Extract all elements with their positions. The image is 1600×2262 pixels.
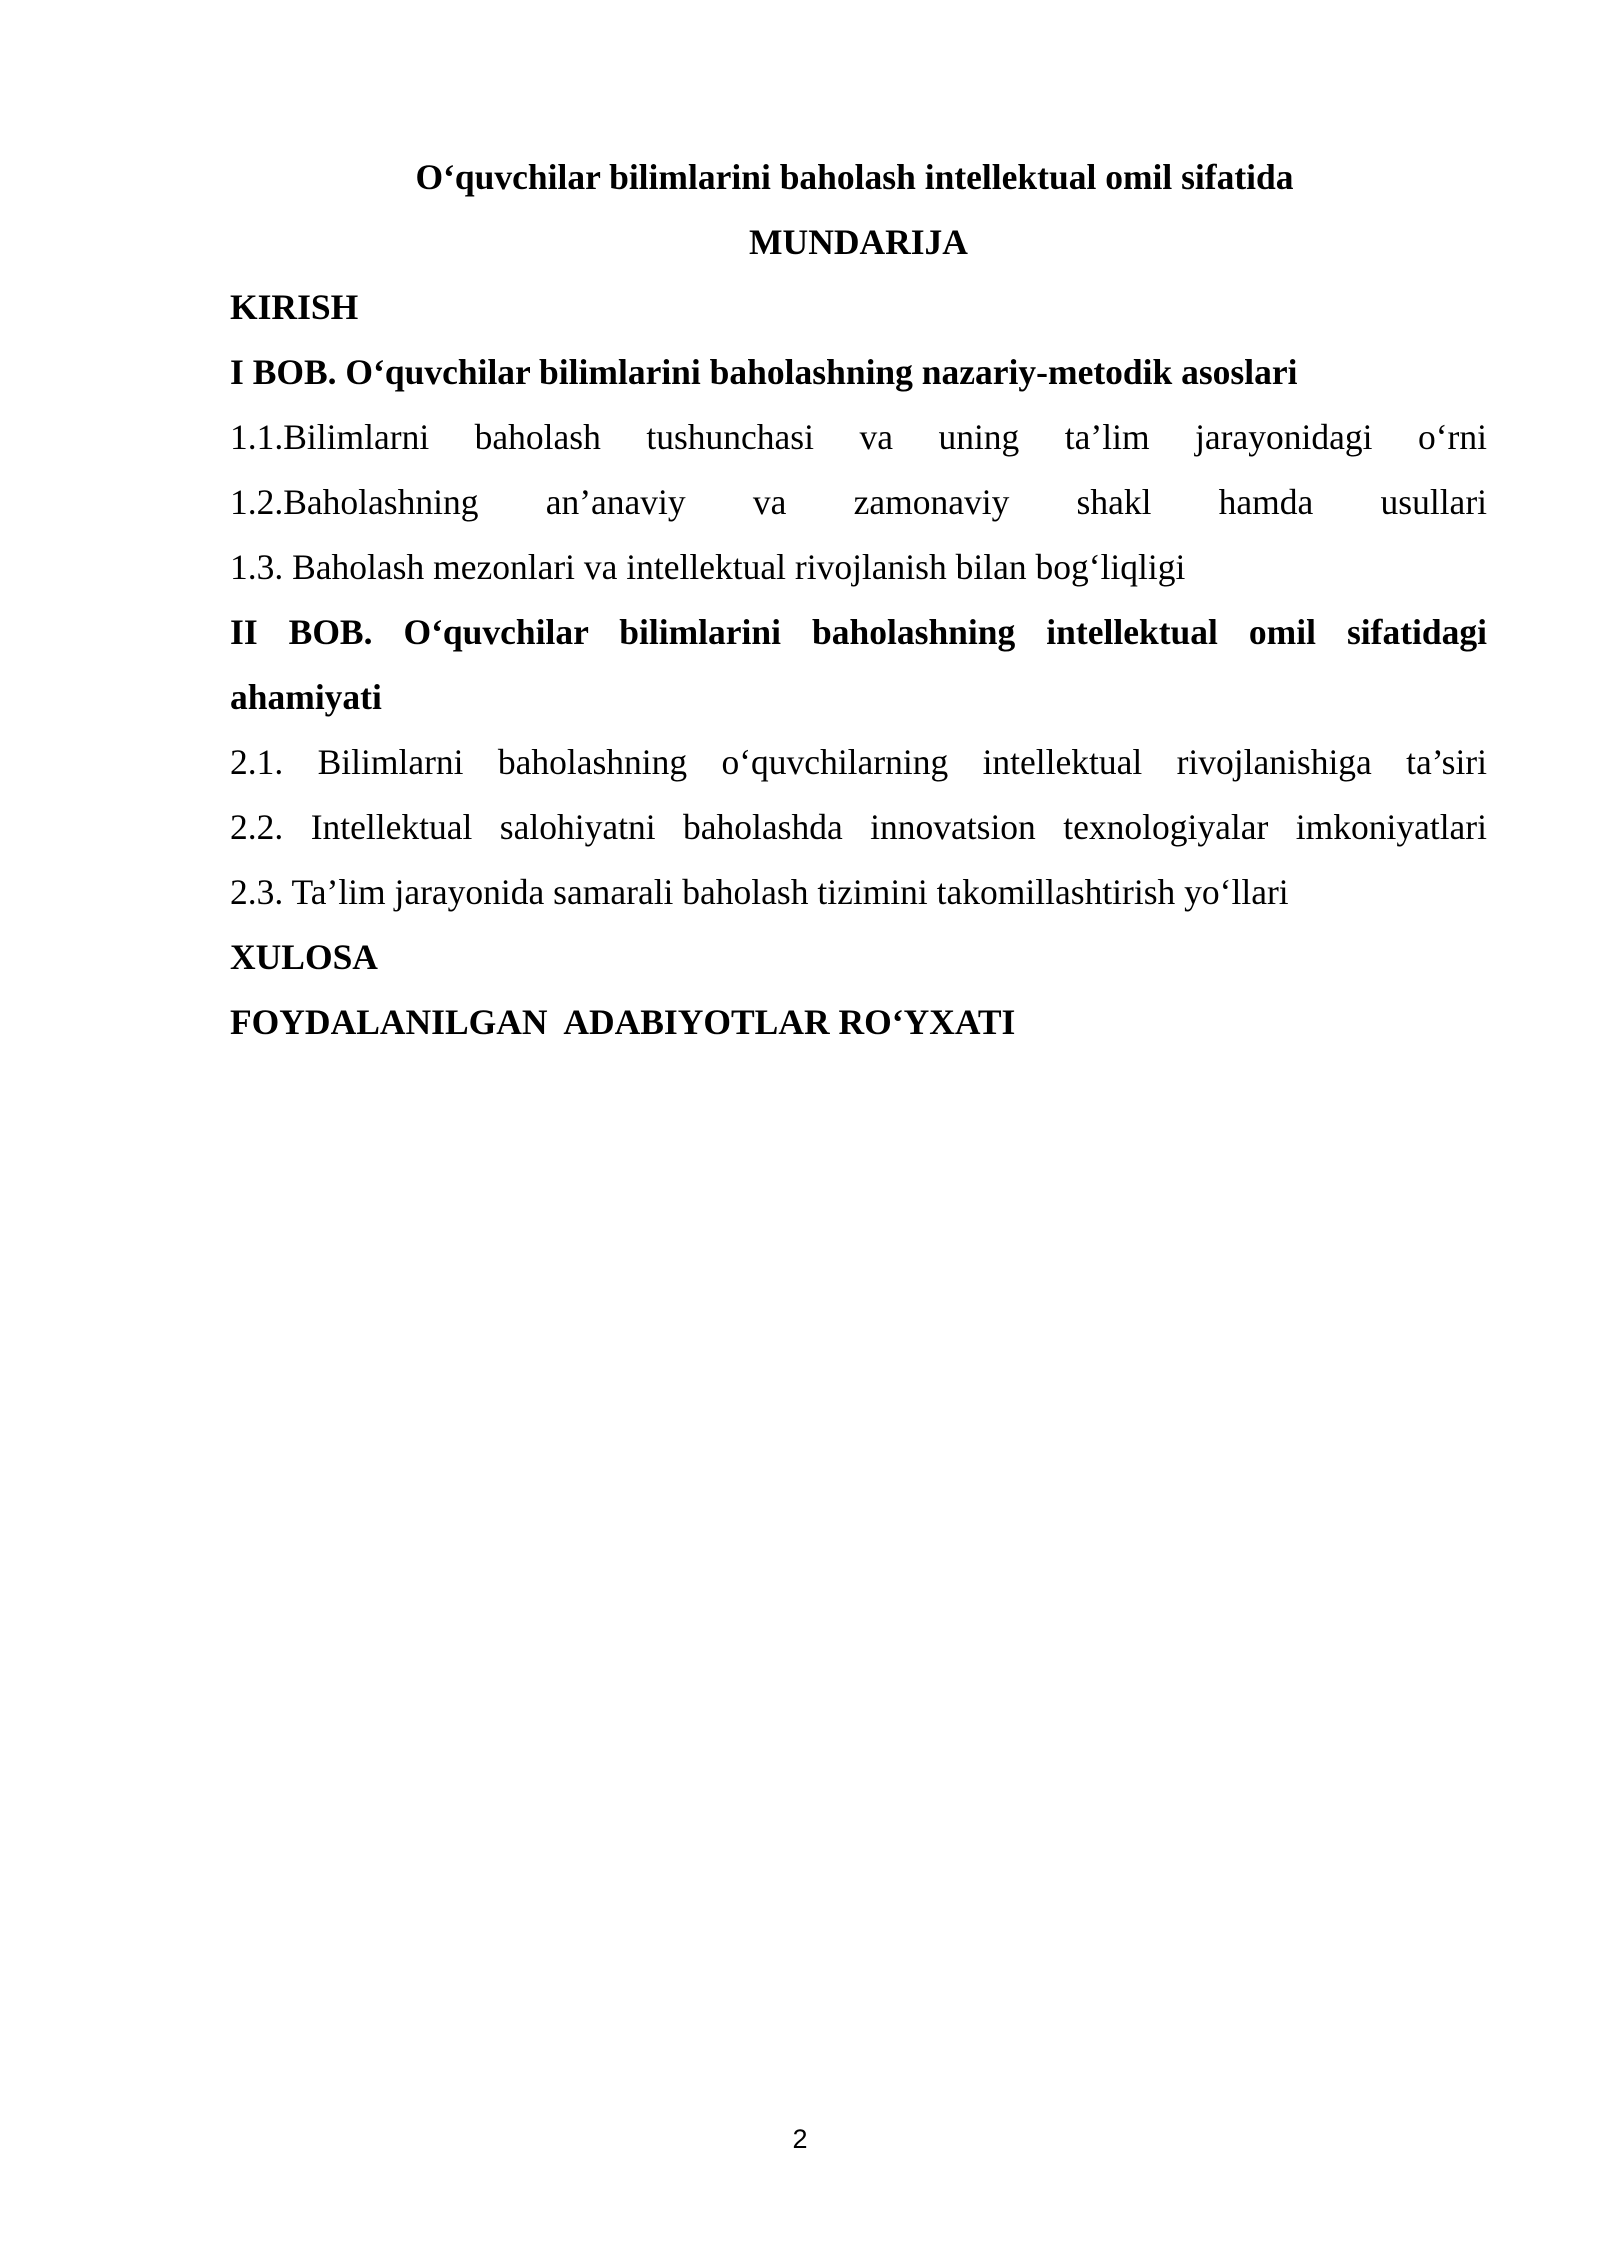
toc-entry-references: FOYDALANILGAN ADABIYOTLAR RO‘YXATI xyxy=(230,1002,1016,1042)
toc-entry-chapter-2: II BOB. O‘quvchilar bilimlarini baholashning intellektual omil sifatidagi ahamiyati xyxy=(230,612,1487,717)
toc-entry-introduction: KIRISH xyxy=(230,287,359,327)
toc-entry-section-1-3: 1.3. Baholash mezonlari va intellektual rivojlanish bilan bog‘liqligi xyxy=(230,547,1186,587)
toc-entry-section-2-1: 2.1. Bilimlarni baholashning o‘quvchilarning intellektual rivojlanishiga ta’siri xyxy=(230,742,1487,782)
table-of-contents xyxy=(230,145,1487,1055)
toc-entry-section-1-2: 1.2.Baholashning an’anaviy va zamonaviy shakl hamda usullari xyxy=(230,482,1487,522)
toc-entry-section-2-2: 2.2. Intellektual salohiyatni baholashda innovatsion texnologiyalar imkoniyatlari xyxy=(230,807,1487,847)
document-title: O‘quvchilar bilimlarini baholash intellektual omil sifatida xyxy=(415,157,1294,197)
toc-entry-section-2-3: 2.3. Ta’lim jarayonida samarali baholash tizimini takomillashtirish yo‘llari xyxy=(230,872,1289,912)
toc-entry-section-1-1: 1.1.Bilimlarni baholash tushunchasi va uning ta’lim jarayonidagi o‘rni xyxy=(230,417,1487,457)
page-number: 2 xyxy=(792,2124,808,2154)
toc-entry-chapter-1: I BOB. O‘quvchilar bilimlarini baholashning nazariy-metodik asoslari xyxy=(230,352,1298,392)
toc-entry-conclusion: XULOSA xyxy=(230,937,378,977)
toc-heading: MUNDARIJA xyxy=(749,222,968,262)
